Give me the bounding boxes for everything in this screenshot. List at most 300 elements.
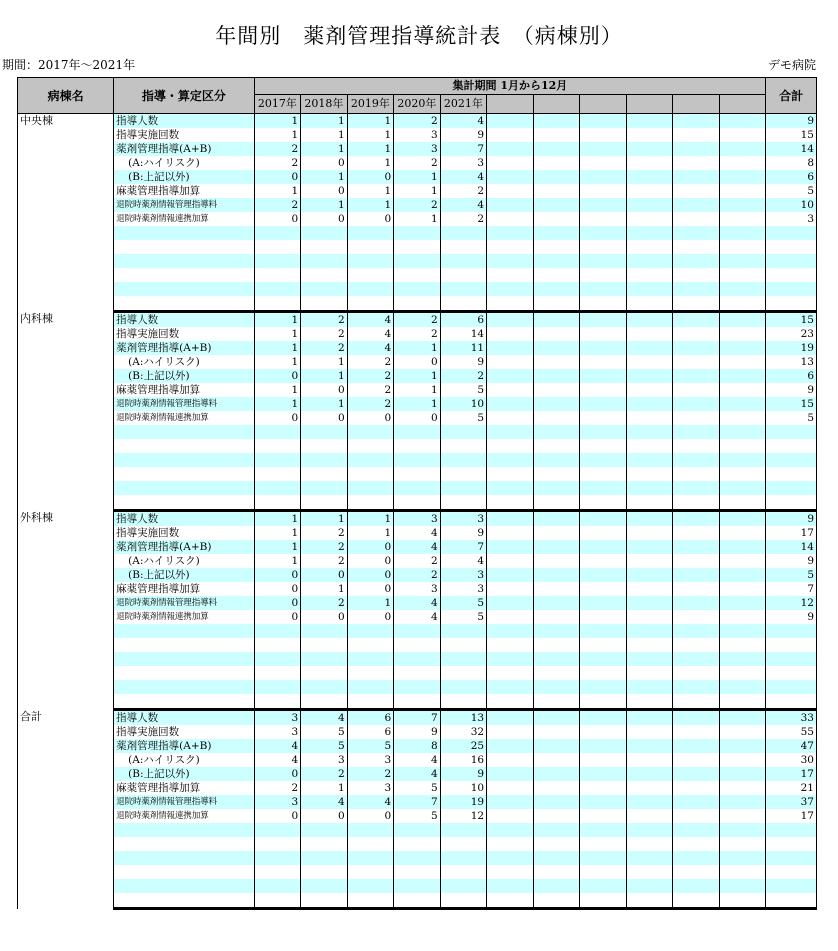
value-cell: 4 bbox=[440, 554, 486, 568]
value-cell: 3 bbox=[254, 725, 300, 739]
empty-cell bbox=[719, 893, 766, 909]
empty-cell bbox=[347, 865, 393, 879]
empty-cell bbox=[766, 879, 817, 893]
value-cell: 7 bbox=[394, 710, 440, 726]
empty-cell bbox=[347, 439, 393, 453]
category-label bbox=[114, 893, 255, 909]
report-title: 年間別 薬剤管理指導統計表 （病棟別） bbox=[215, 24, 623, 48]
empty-cell bbox=[719, 312, 766, 328]
empty-cell bbox=[673, 142, 719, 156]
total-cell: 7 bbox=[766, 582, 817, 596]
empty-cell bbox=[254, 638, 300, 652]
empty-cell bbox=[766, 680, 817, 694]
value-cell: 2 bbox=[254, 781, 300, 795]
empty-cell bbox=[719, 212, 766, 226]
empty-cell bbox=[533, 453, 579, 467]
empty-cell bbox=[673, 680, 719, 694]
table-row bbox=[18, 725, 817, 739]
empty-cell bbox=[626, 495, 672, 511]
category-label: 薬剤管理指導(A+B) bbox=[114, 739, 255, 753]
value-cell: 0 bbox=[301, 568, 347, 582]
table-row bbox=[18, 753, 817, 767]
empty-cell bbox=[533, 296, 579, 312]
empty-cell bbox=[580, 582, 626, 596]
empty-cell bbox=[580, 624, 626, 638]
ward-name: 内科棟 bbox=[18, 312, 114, 511]
value-cell: 2 bbox=[394, 554, 440, 568]
empty-cell bbox=[487, 198, 533, 212]
value-cell: 5 bbox=[440, 596, 486, 610]
total-cell: 3 bbox=[766, 212, 817, 226]
category-label bbox=[114, 240, 255, 254]
table-row bbox=[18, 327, 817, 341]
empty-cell bbox=[347, 893, 393, 909]
empty-cell bbox=[487, 369, 533, 383]
value-cell: 3 bbox=[254, 710, 300, 726]
value-cell: 1 bbox=[301, 114, 347, 129]
table-row bbox=[18, 624, 817, 638]
empty-cell bbox=[719, 453, 766, 467]
empty-cell bbox=[301, 851, 347, 865]
empty-cell bbox=[673, 226, 719, 240]
empty-cell bbox=[533, 383, 579, 397]
empty-cell bbox=[580, 226, 626, 240]
empty-cell bbox=[487, 425, 533, 439]
empty-cell bbox=[580, 893, 626, 909]
value-cell: 14 bbox=[440, 327, 486, 341]
value-cell: 6 bbox=[347, 710, 393, 726]
empty-cell bbox=[626, 369, 672, 383]
empty-cell bbox=[719, 383, 766, 397]
table-row bbox=[18, 809, 817, 823]
value-cell: 4 bbox=[440, 198, 486, 212]
category-label bbox=[114, 837, 255, 851]
empty-cell bbox=[487, 893, 533, 909]
empty-cell bbox=[719, 282, 766, 296]
empty-cell bbox=[626, 355, 672, 369]
empty-cell bbox=[301, 453, 347, 467]
empty-cell bbox=[766, 837, 817, 851]
value-cell: 1 bbox=[347, 511, 393, 527]
empty-cell bbox=[766, 439, 817, 453]
category-label bbox=[114, 467, 255, 481]
empty-cell bbox=[626, 666, 672, 680]
value-cell: 16 bbox=[440, 753, 486, 767]
table-row bbox=[18, 383, 817, 397]
value-cell: 1 bbox=[254, 397, 300, 411]
category-label: 指導実施回数 bbox=[114, 725, 255, 739]
empty-cell bbox=[580, 254, 626, 268]
value-cell: 7 bbox=[440, 142, 486, 156]
empty-cell bbox=[626, 624, 672, 638]
value-cell: 1 bbox=[347, 142, 393, 156]
empty-cell bbox=[440, 268, 486, 282]
empty-cell bbox=[626, 128, 672, 142]
empty-cell bbox=[394, 624, 440, 638]
empty-cell bbox=[394, 226, 440, 240]
value-cell: 1 bbox=[394, 184, 440, 198]
empty-cell bbox=[533, 212, 579, 226]
empty-cell bbox=[719, 327, 766, 341]
empty-cell bbox=[533, 710, 579, 726]
value-cell: 1 bbox=[254, 540, 300, 554]
empty-cell bbox=[580, 725, 626, 739]
empty-cell bbox=[580, 481, 626, 495]
empty-cell bbox=[301, 624, 347, 638]
empty-cell bbox=[533, 170, 579, 184]
value-cell: 2 bbox=[254, 198, 300, 212]
empty-cell bbox=[673, 823, 719, 837]
empty-cell bbox=[254, 254, 300, 268]
value-cell: 0 bbox=[347, 212, 393, 226]
empty-cell bbox=[673, 851, 719, 865]
value-cell: 1 bbox=[254, 184, 300, 198]
empty-cell bbox=[487, 582, 533, 596]
empty-cell bbox=[487, 254, 533, 268]
empty-cell bbox=[301, 893, 347, 909]
empty-cell bbox=[580, 369, 626, 383]
value-cell: 9 bbox=[440, 526, 486, 540]
total-cell: 37 bbox=[766, 795, 817, 809]
total-cell: 21 bbox=[766, 781, 817, 795]
empty-cell bbox=[440, 638, 486, 652]
empty-cell bbox=[580, 694, 626, 710]
empty-cell bbox=[673, 156, 719, 170]
empty-cell bbox=[533, 142, 579, 156]
empty-cell bbox=[533, 467, 579, 481]
empty-cell bbox=[766, 865, 817, 879]
empty-cell bbox=[487, 837, 533, 851]
total-cell: 10 bbox=[766, 198, 817, 212]
empty-cell bbox=[487, 142, 533, 156]
empty-cell bbox=[487, 341, 533, 355]
value-cell: 2 bbox=[394, 312, 440, 328]
empty-cell bbox=[533, 327, 579, 341]
value-cell: 4 bbox=[301, 795, 347, 809]
total-cell: 15 bbox=[766, 312, 817, 328]
category-label bbox=[114, 495, 255, 511]
empty-cell bbox=[626, 383, 672, 397]
empty-cell bbox=[673, 568, 719, 582]
empty-cell bbox=[766, 624, 817, 638]
value-cell: 3 bbox=[394, 582, 440, 596]
empty-cell bbox=[487, 114, 533, 129]
empty-cell bbox=[487, 739, 533, 753]
empty-cell bbox=[487, 680, 533, 694]
empty-cell bbox=[533, 809, 579, 823]
value-cell: 0 bbox=[301, 411, 347, 425]
empty-cell bbox=[347, 282, 393, 296]
empty-cell bbox=[533, 114, 579, 129]
empty-cell bbox=[719, 170, 766, 184]
value-cell: 7 bbox=[394, 795, 440, 809]
value-cell: 0 bbox=[301, 156, 347, 170]
category-label: 退院時薬剤情報連携加算 bbox=[114, 610, 255, 624]
empty-cell bbox=[673, 495, 719, 511]
empty-cell bbox=[347, 425, 393, 439]
value-cell: 2 bbox=[301, 341, 347, 355]
table-row bbox=[18, 184, 817, 198]
category-label bbox=[114, 823, 255, 837]
value-cell: 1 bbox=[254, 383, 300, 397]
empty-cell bbox=[719, 240, 766, 254]
category-label bbox=[114, 638, 255, 652]
empty-cell bbox=[673, 554, 719, 568]
table-row bbox=[18, 341, 817, 355]
empty-cell bbox=[673, 198, 719, 212]
empty-cell bbox=[626, 753, 672, 767]
category-label: 退院時薬剤情報管理指導料 bbox=[114, 596, 255, 610]
empty-cell bbox=[347, 254, 393, 268]
value-cell: 1 bbox=[347, 184, 393, 198]
empty-cell bbox=[673, 254, 719, 268]
category-label bbox=[114, 254, 255, 268]
table-row bbox=[18, 582, 817, 596]
empty-cell bbox=[533, 184, 579, 198]
value-cell: 2 bbox=[394, 156, 440, 170]
empty-cell bbox=[487, 481, 533, 495]
total-cell: 33 bbox=[766, 710, 817, 726]
category-label: 薬剤管理指導(A+B) bbox=[114, 142, 255, 156]
empty-cell bbox=[580, 753, 626, 767]
empty-cell bbox=[440, 837, 486, 851]
empty-cell bbox=[673, 879, 719, 893]
value-cell: 1 bbox=[394, 383, 440, 397]
empty-cell bbox=[347, 666, 393, 680]
empty-cell bbox=[719, 341, 766, 355]
empty-cell bbox=[766, 453, 817, 467]
table-row bbox=[18, 526, 817, 540]
category-label: (A:ハイリスク) bbox=[114, 753, 255, 767]
table-row bbox=[18, 170, 817, 184]
empty-cell bbox=[719, 355, 766, 369]
value-cell: 1 bbox=[394, 397, 440, 411]
total-cell: 6 bbox=[766, 369, 817, 383]
empty-cell bbox=[719, 823, 766, 837]
value-cell: 0 bbox=[347, 411, 393, 425]
value-cell: 1 bbox=[301, 170, 347, 184]
value-cell: 0 bbox=[254, 369, 300, 383]
empty-cell bbox=[347, 296, 393, 312]
empty-period-header bbox=[580, 95, 626, 114]
empty-cell bbox=[487, 495, 533, 511]
empty-cell bbox=[580, 128, 626, 142]
table-row bbox=[18, 142, 817, 156]
empty-cell bbox=[533, 638, 579, 652]
empty-cell bbox=[673, 327, 719, 341]
value-cell: 9 bbox=[440, 355, 486, 369]
value-cell: 3 bbox=[301, 753, 347, 767]
empty-cell bbox=[719, 554, 766, 568]
empty-cell bbox=[673, 809, 719, 823]
empty-cell bbox=[394, 666, 440, 680]
table-row bbox=[18, 638, 817, 652]
empty-cell bbox=[254, 624, 300, 638]
total-cell: 9 bbox=[766, 114, 817, 129]
empty-cell bbox=[440, 865, 486, 879]
empty-cell bbox=[626, 411, 672, 425]
empty-cell bbox=[673, 212, 719, 226]
empty-cell bbox=[626, 341, 672, 355]
year-header: 2020年 bbox=[394, 95, 440, 114]
empty-cell bbox=[626, 725, 672, 739]
value-cell: 2 bbox=[347, 383, 393, 397]
value-cell: 2 bbox=[347, 767, 393, 781]
empty-cell bbox=[580, 710, 626, 726]
empty-cell bbox=[487, 355, 533, 369]
category-label: 指導人数 bbox=[114, 312, 255, 328]
empty-cell bbox=[487, 467, 533, 481]
empty-cell bbox=[673, 268, 719, 282]
empty-cell bbox=[580, 341, 626, 355]
empty-cell bbox=[673, 694, 719, 710]
value-cell: 0 bbox=[254, 568, 300, 582]
value-cell: 19 bbox=[440, 795, 486, 809]
empty-cell bbox=[626, 795, 672, 809]
empty-cell bbox=[719, 753, 766, 767]
empty-cell bbox=[719, 879, 766, 893]
category-label bbox=[114, 879, 255, 893]
value-cell: 1 bbox=[301, 142, 347, 156]
empty-cell bbox=[626, 511, 672, 527]
empty-cell bbox=[673, 467, 719, 481]
value-cell: 1 bbox=[301, 355, 347, 369]
period-label: 期間：2017年～2021年 bbox=[2, 58, 136, 72]
empty-cell bbox=[626, 652, 672, 666]
total-cell: 9 bbox=[766, 610, 817, 624]
empty-cell bbox=[673, 114, 719, 129]
table-row bbox=[18, 610, 817, 624]
empty-cell bbox=[719, 156, 766, 170]
value-cell: 1 bbox=[394, 341, 440, 355]
total-cell: 55 bbox=[766, 725, 817, 739]
empty-cell bbox=[347, 268, 393, 282]
total-header: 合計 bbox=[766, 78, 817, 114]
empty-cell bbox=[673, 795, 719, 809]
empty-cell bbox=[254, 268, 300, 282]
category-label: 退院時薬剤情報管理指導料 bbox=[114, 795, 255, 809]
table-row bbox=[18, 823, 817, 837]
value-cell: 0 bbox=[394, 411, 440, 425]
total-cell: 30 bbox=[766, 753, 817, 767]
table-row bbox=[18, 369, 817, 383]
empty-cell bbox=[580, 554, 626, 568]
empty-cell bbox=[394, 879, 440, 893]
empty-cell bbox=[440, 226, 486, 240]
table-row bbox=[18, 666, 817, 680]
value-cell: 3 bbox=[394, 142, 440, 156]
empty-cell bbox=[487, 212, 533, 226]
empty-cell bbox=[533, 652, 579, 666]
empty-cell bbox=[766, 268, 817, 282]
empty-cell bbox=[719, 526, 766, 540]
empty-cell bbox=[487, 638, 533, 652]
empty-cell bbox=[719, 397, 766, 411]
empty-cell bbox=[626, 142, 672, 156]
empty-cell bbox=[626, 710, 672, 726]
empty-cell bbox=[254, 467, 300, 481]
value-cell: 0 bbox=[301, 809, 347, 823]
empty-cell bbox=[580, 170, 626, 184]
empty-cell bbox=[626, 296, 672, 312]
empty-cell bbox=[254, 495, 300, 511]
table-row bbox=[18, 540, 817, 554]
empty-cell bbox=[487, 453, 533, 467]
table-row bbox=[18, 710, 817, 726]
empty-cell bbox=[626, 823, 672, 837]
empty-cell bbox=[533, 879, 579, 893]
total-cell: 17 bbox=[766, 809, 817, 823]
empty-cell bbox=[487, 725, 533, 739]
value-cell: 0 bbox=[347, 170, 393, 184]
empty-cell bbox=[254, 453, 300, 467]
empty-cell bbox=[580, 652, 626, 666]
empty-cell bbox=[301, 666, 347, 680]
empty-cell bbox=[719, 540, 766, 554]
empty-cell bbox=[301, 837, 347, 851]
empty-cell bbox=[626, 638, 672, 652]
value-cell: 0 bbox=[301, 184, 347, 198]
empty-cell bbox=[487, 596, 533, 610]
total-cell: 9 bbox=[766, 383, 817, 397]
empty-cell bbox=[719, 296, 766, 312]
table-row bbox=[18, 851, 817, 865]
value-cell: 0 bbox=[347, 540, 393, 554]
empty-cell bbox=[719, 511, 766, 527]
empty-period-header bbox=[673, 95, 719, 114]
empty-cell bbox=[533, 511, 579, 527]
empty-cell bbox=[394, 240, 440, 254]
value-cell: 1 bbox=[254, 511, 300, 527]
empty-cell bbox=[580, 610, 626, 624]
empty-cell bbox=[487, 568, 533, 582]
empty-cell bbox=[440, 495, 486, 511]
total-cell: 15 bbox=[766, 128, 817, 142]
empty-cell bbox=[347, 823, 393, 837]
empty-cell bbox=[533, 156, 579, 170]
empty-cell bbox=[626, 397, 672, 411]
empty-cell bbox=[347, 467, 393, 481]
empty-cell bbox=[766, 481, 817, 495]
value-cell: 4 bbox=[394, 540, 440, 554]
value-cell: 1 bbox=[301, 781, 347, 795]
empty-cell bbox=[394, 453, 440, 467]
value-cell: 0 bbox=[254, 170, 300, 184]
value-cell: 4 bbox=[394, 767, 440, 781]
empty-cell bbox=[301, 296, 347, 312]
value-cell: 8 bbox=[394, 739, 440, 753]
value-cell: 2 bbox=[301, 554, 347, 568]
category-label: (A:ハイリスク) bbox=[114, 156, 255, 170]
empty-cell bbox=[673, 439, 719, 453]
empty-cell bbox=[673, 596, 719, 610]
empty-cell bbox=[580, 879, 626, 893]
total-cell: 14 bbox=[766, 142, 817, 156]
empty-cell bbox=[394, 837, 440, 851]
empty-cell bbox=[719, 495, 766, 511]
total-cell: 9 bbox=[766, 511, 817, 527]
value-cell: 5 bbox=[347, 739, 393, 753]
value-cell: 0 bbox=[347, 809, 393, 823]
empty-cell bbox=[533, 893, 579, 909]
empty-cell bbox=[580, 596, 626, 610]
value-cell: 0 bbox=[301, 383, 347, 397]
empty-cell bbox=[301, 638, 347, 652]
empty-cell bbox=[673, 425, 719, 439]
value-cell: 4 bbox=[440, 114, 486, 129]
empty-cell bbox=[487, 184, 533, 198]
empty-cell bbox=[580, 511, 626, 527]
